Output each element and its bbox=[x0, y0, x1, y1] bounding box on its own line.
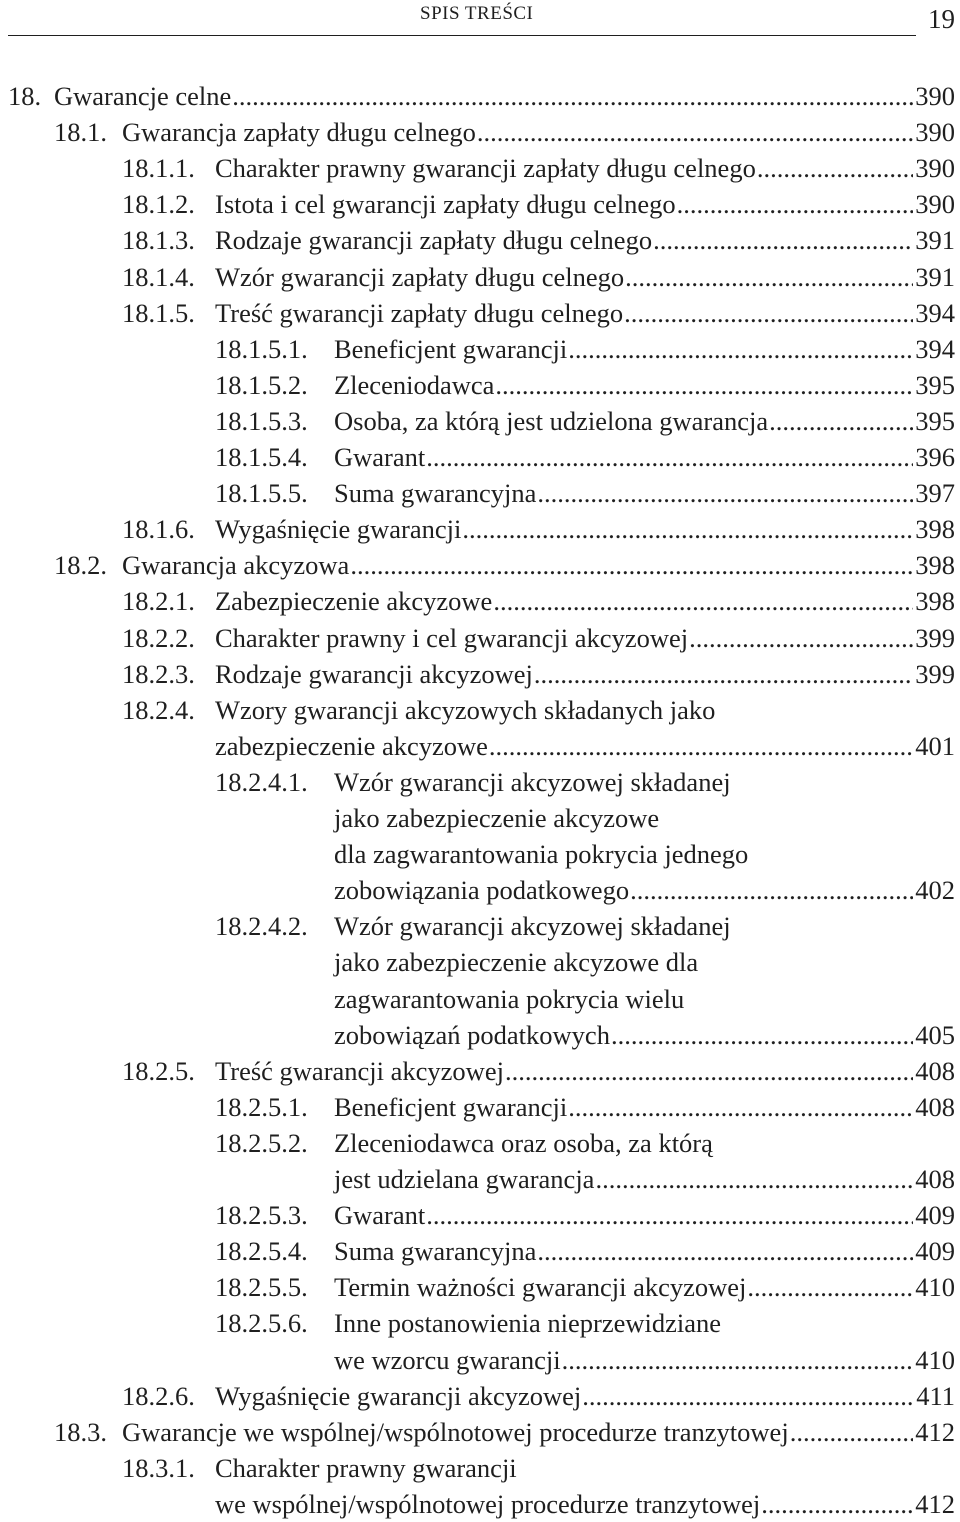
toc-entry-number: 18.1.5.2. bbox=[215, 369, 308, 400]
toc-entry-page: 398 bbox=[915, 550, 955, 581]
toc-entry[interactable] bbox=[122, 656, 955, 692]
toc-entry[interactable] bbox=[122, 150, 955, 186]
toc-entry-title: Rodzaje gwarancji zapłaty długu celnego bbox=[215, 225, 653, 256]
toc-entry-title: Istota i cel gwarancji zapłaty długu celnego bbox=[215, 189, 676, 220]
toc-entry[interactable] bbox=[215, 1486, 955, 1522]
leader-dots bbox=[568, 1089, 913, 1125]
toc-entry-line bbox=[215, 1125, 713, 1161]
toc-entry-number: 18.2.2. bbox=[122, 622, 195, 653]
toc-entry-line bbox=[215, 764, 731, 800]
toc-entry[interactable] bbox=[215, 728, 955, 764]
toc-entry-page: 395 bbox=[915, 369, 955, 400]
toc-entry-title: zobowiązania podatkowego bbox=[334, 875, 630, 906]
toc-entry-title: Wygaśnięcie gwarancji bbox=[215, 514, 462, 545]
toc-entry-number: 18.2. bbox=[54, 550, 107, 581]
toc-entry[interactable] bbox=[54, 1414, 955, 1450]
leader-dots bbox=[611, 1017, 913, 1053]
leader-dots bbox=[747, 1269, 913, 1305]
toc-entry[interactable] bbox=[215, 1089, 955, 1125]
toc-entry[interactable] bbox=[122, 186, 955, 222]
toc-entry-title: Gwarant bbox=[334, 442, 426, 472]
toc-entry-title: Beneficjent gwarancji bbox=[334, 1091, 568, 1122]
toc-entry-page: 396 bbox=[915, 442, 955, 472]
toc-entry-number: 18.2.4.1. bbox=[215, 766, 308, 797]
toc-entry-number: 18.2.3. bbox=[122, 658, 195, 689]
toc-entry-number: 18.2.4.2. bbox=[215, 911, 308, 942]
toc-entry-number: 18.2.5. bbox=[122, 1055, 195, 1086]
toc-entry[interactable] bbox=[334, 872, 955, 908]
toc-entry-page: 391 bbox=[915, 225, 955, 256]
leader-dots bbox=[562, 1342, 914, 1378]
toc-entry-page: 390 bbox=[915, 117, 955, 148]
toc-entry-number: 18.1.5.3. bbox=[215, 405, 308, 436]
page-header bbox=[0, 0, 960, 40]
toc-entry-page: 410 bbox=[915, 1344, 955, 1375]
toc-entry-page: 410 bbox=[915, 1272, 955, 1303]
leader-dots bbox=[426, 439, 913, 475]
leader-dots bbox=[534, 656, 913, 692]
toc-entry-number: 18.1.5.5. bbox=[215, 478, 308, 509]
toc-entry-number: 18.1.1. bbox=[122, 153, 195, 184]
leader-dots bbox=[769, 403, 913, 439]
toc-entry-page: 409 bbox=[915, 1200, 955, 1231]
toc-entry-title: jest udzielana gwarancja bbox=[334, 1164, 595, 1194]
toc-entry-number: 18.1.5.1. bbox=[215, 333, 308, 364]
toc-entry-page: 390 bbox=[915, 189, 955, 220]
toc-entry[interactable] bbox=[122, 620, 955, 656]
leader-dots bbox=[426, 1197, 913, 1233]
toc-entry-number: 18.2.5.2. bbox=[215, 1127, 308, 1158]
toc-entry[interactable] bbox=[122, 295, 955, 331]
toc-entry-number: 18.1. bbox=[54, 117, 107, 148]
toc-entry[interactable] bbox=[334, 1342, 955, 1378]
toc-entry[interactable] bbox=[8, 78, 955, 114]
toc-entry[interactable] bbox=[215, 439, 955, 475]
toc-entry-title: Zleceniodawca bbox=[334, 369, 495, 400]
leader-dots bbox=[493, 583, 913, 619]
toc-entry-page: 395 bbox=[915, 405, 955, 436]
toc-entry-title: Gwarancje celne bbox=[54, 81, 232, 111]
leader-dots bbox=[625, 259, 913, 295]
toc-entry-number: 18.1.3. bbox=[122, 225, 195, 256]
toc-entry-page: 408 bbox=[915, 1055, 955, 1086]
toc-entry-line bbox=[215, 1305, 721, 1341]
toc-entry-title: Gwarancja akcyzowa bbox=[122, 550, 350, 581]
leader-dots bbox=[350, 547, 913, 583]
leader-dots bbox=[761, 1486, 913, 1522]
toc-entry-title: Rodzaje gwarancji akcyzowej bbox=[215, 658, 533, 689]
toc-entry[interactable] bbox=[215, 1233, 955, 1269]
toc-entry-title-line: Zleceniodawca oraz osoba, za którą bbox=[334, 1127, 713, 1158]
toc-entry[interactable] bbox=[215, 1197, 955, 1233]
toc-entry-page: 408 bbox=[915, 1164, 955, 1194]
leader-dots bbox=[653, 222, 913, 258]
toc-entry[interactable] bbox=[54, 114, 955, 150]
toc-entry-number: 18.2.1. bbox=[122, 586, 195, 617]
toc-entry-title: Charakter prawny gwarancji zapłaty długu celnego bbox=[215, 153, 756, 184]
toc-entry-page: 399 bbox=[915, 622, 955, 653]
toc-entry-number: 18. bbox=[8, 81, 42, 111]
toc-entry-title-line: dla zagwarantowania pokrycia jednego bbox=[334, 839, 749, 870]
header-rule bbox=[8, 35, 916, 36]
toc-entry-page: 401 bbox=[915, 730, 955, 761]
toc-entry-title: Zabezpieczenie akcyzowe bbox=[215, 586, 493, 617]
leader-dots bbox=[489, 728, 913, 764]
toc-entry[interactable] bbox=[215, 331, 955, 367]
toc-entry-title: Termin ważności gwarancji akcyzowej bbox=[334, 1272, 747, 1303]
leader-dots bbox=[595, 1161, 913, 1197]
toc-entry[interactable] bbox=[334, 1017, 955, 1053]
toc-entry[interactable] bbox=[122, 1053, 955, 1089]
toc-entry-title-line: Charakter prawny gwarancji bbox=[215, 1452, 517, 1483]
toc-entry-number: 18.1.2. bbox=[122, 189, 195, 220]
page-number: 19 bbox=[928, 4, 955, 34]
toc-entry[interactable] bbox=[215, 475, 955, 511]
toc-entry[interactable] bbox=[122, 583, 955, 619]
leader-dots bbox=[677, 186, 914, 222]
toc-entry-title: Suma gwarancyjna bbox=[334, 478, 537, 509]
toc-entry[interactable] bbox=[215, 403, 955, 439]
leader-dots bbox=[790, 1414, 914, 1450]
toc-entry-page: 390 bbox=[915, 81, 955, 111]
running-head: SPIS TREŚCI bbox=[420, 3, 534, 24]
toc-entry-number: 18.3.1. bbox=[122, 1452, 195, 1483]
toc-entry-title: Gwarancje we wspólnej/wspólnotowej procedurze tranzytowej bbox=[122, 1416, 789, 1447]
toc-entry-title: Osoba, za którą jest udzielona gwarancja bbox=[334, 405, 769, 436]
toc-entry-page: 411 bbox=[916, 1380, 955, 1411]
toc-entry-title: zobowiązań podatkowych bbox=[334, 1019, 610, 1050]
toc-entry-title-line: jako zabezpieczenie akcyzowe dla bbox=[334, 947, 699, 978]
toc-entry-number: 18.1.4. bbox=[122, 261, 195, 292]
toc-entry-title-line: zagwarantowania pokrycia wielu bbox=[334, 983, 685, 1014]
leader-dots bbox=[630, 872, 913, 908]
toc-entry-title: Beneficjent gwarancji bbox=[334, 333, 568, 364]
toc-entry-page: 390 bbox=[915, 153, 955, 184]
toc-entry-title: we wzorcu gwarancji bbox=[334, 1344, 561, 1375]
leader-dots bbox=[477, 114, 913, 150]
toc-entry-page: 398 bbox=[915, 586, 955, 617]
toc-entry[interactable] bbox=[54, 547, 955, 583]
toc-entry-page: 391 bbox=[915, 261, 955, 292]
toc-entry-number: 18.2.5.1. bbox=[215, 1091, 308, 1122]
toc-entry-page: 398 bbox=[915, 514, 955, 545]
toc-entry-line bbox=[122, 692, 715, 728]
toc-entry-title-line: Inne postanowienia nieprzewidziane bbox=[334, 1308, 722, 1339]
toc-entry-title-line: Wzór gwarancji akcyzowej składanej bbox=[334, 911, 731, 942]
toc-entry-page: 402 bbox=[915, 875, 955, 906]
toc-entry-line bbox=[122, 1450, 517, 1486]
toc-entry-number: 18.2.5.5. bbox=[215, 1272, 308, 1303]
toc-entry-page: 394 bbox=[915, 333, 955, 364]
toc-entry-line bbox=[215, 908, 731, 944]
leader-dots bbox=[505, 1053, 913, 1089]
leader-dots bbox=[568, 331, 913, 367]
toc-entry[interactable] bbox=[215, 367, 955, 403]
toc-entry[interactable] bbox=[122, 222, 955, 258]
toc-entry-title: Gwarant bbox=[334, 1200, 426, 1231]
leader-dots bbox=[757, 150, 913, 186]
toc-entry-page: 412 bbox=[915, 1488, 955, 1519]
toc-entry-number: 18.2.5.3. bbox=[215, 1200, 308, 1231]
toc-entry[interactable] bbox=[122, 259, 955, 295]
toc-entry-page: 405 bbox=[915, 1019, 955, 1050]
toc-entry-title: Treść gwarancji akcyzowej bbox=[215, 1055, 504, 1086]
leader-dots bbox=[624, 295, 913, 331]
leader-dots bbox=[232, 78, 913, 114]
toc-entry-title-line: Wzór gwarancji akcyzowej składanej bbox=[334, 766, 731, 797]
leader-dots bbox=[537, 1233, 913, 1269]
leader-dots bbox=[537, 475, 913, 511]
toc-entry-title: Gwarancja zapłaty długu celnego bbox=[122, 117, 476, 148]
toc-entry-page: 397 bbox=[915, 478, 955, 509]
toc-entry-title-line: Wzory gwarancji akcyzowych składanych jako bbox=[215, 694, 716, 725]
leader-dots bbox=[495, 367, 913, 403]
toc-entry-page: 409 bbox=[915, 1236, 955, 1267]
toc-entry-title: Charakter prawny i cel gwarancji akcyzowej bbox=[215, 622, 689, 653]
toc-entry[interactable] bbox=[122, 511, 955, 547]
leader-dots bbox=[689, 620, 913, 656]
leader-dots bbox=[582, 1378, 914, 1414]
toc-entry[interactable] bbox=[334, 1161, 955, 1197]
toc-entry-number: 18.1.5. bbox=[122, 297, 195, 328]
toc-entry-title: Wygaśnięcie gwarancji akcyzowej bbox=[215, 1380, 582, 1411]
toc-entry[interactable] bbox=[122, 1378, 955, 1414]
toc-entry-page: 412 bbox=[915, 1416, 955, 1447]
toc-entry-title-line: jako zabezpieczenie akcyzowe bbox=[334, 803, 660, 833]
toc-entry-title: Wzór gwarancji zapłaty długu celnego bbox=[215, 261, 625, 292]
toc-entry-title: Suma gwarancyjna bbox=[334, 1236, 537, 1267]
toc-entry-number: 18.2.5.6. bbox=[215, 1308, 308, 1339]
toc-entry[interactable] bbox=[215, 1269, 955, 1305]
toc-entry-number: 18.2.4. bbox=[122, 694, 195, 725]
toc-entry-number: 18.2.6. bbox=[122, 1380, 195, 1411]
toc-entry-number: 18.1.5.4. bbox=[215, 442, 308, 472]
toc-entry-number: 18.1.6. bbox=[122, 514, 195, 545]
toc-entry-title: we wspólnej/wspólnotowej procedurze tranzytowej bbox=[215, 1488, 761, 1519]
leader-dots bbox=[462, 511, 913, 547]
toc-entry-page: 394 bbox=[915, 297, 955, 328]
toc-entry-page: 408 bbox=[915, 1091, 955, 1122]
toc-entry-title: zabezpieczenie akcyzowe bbox=[215, 730, 488, 761]
toc-entry-page: 399 bbox=[915, 658, 955, 689]
toc-entry-number: 18.2.5.4. bbox=[215, 1236, 308, 1267]
toc-entry-title: Treść gwarancji zapłaty długu celnego bbox=[215, 297, 624, 328]
toc-entry-number: 18.3. bbox=[54, 1416, 107, 1447]
